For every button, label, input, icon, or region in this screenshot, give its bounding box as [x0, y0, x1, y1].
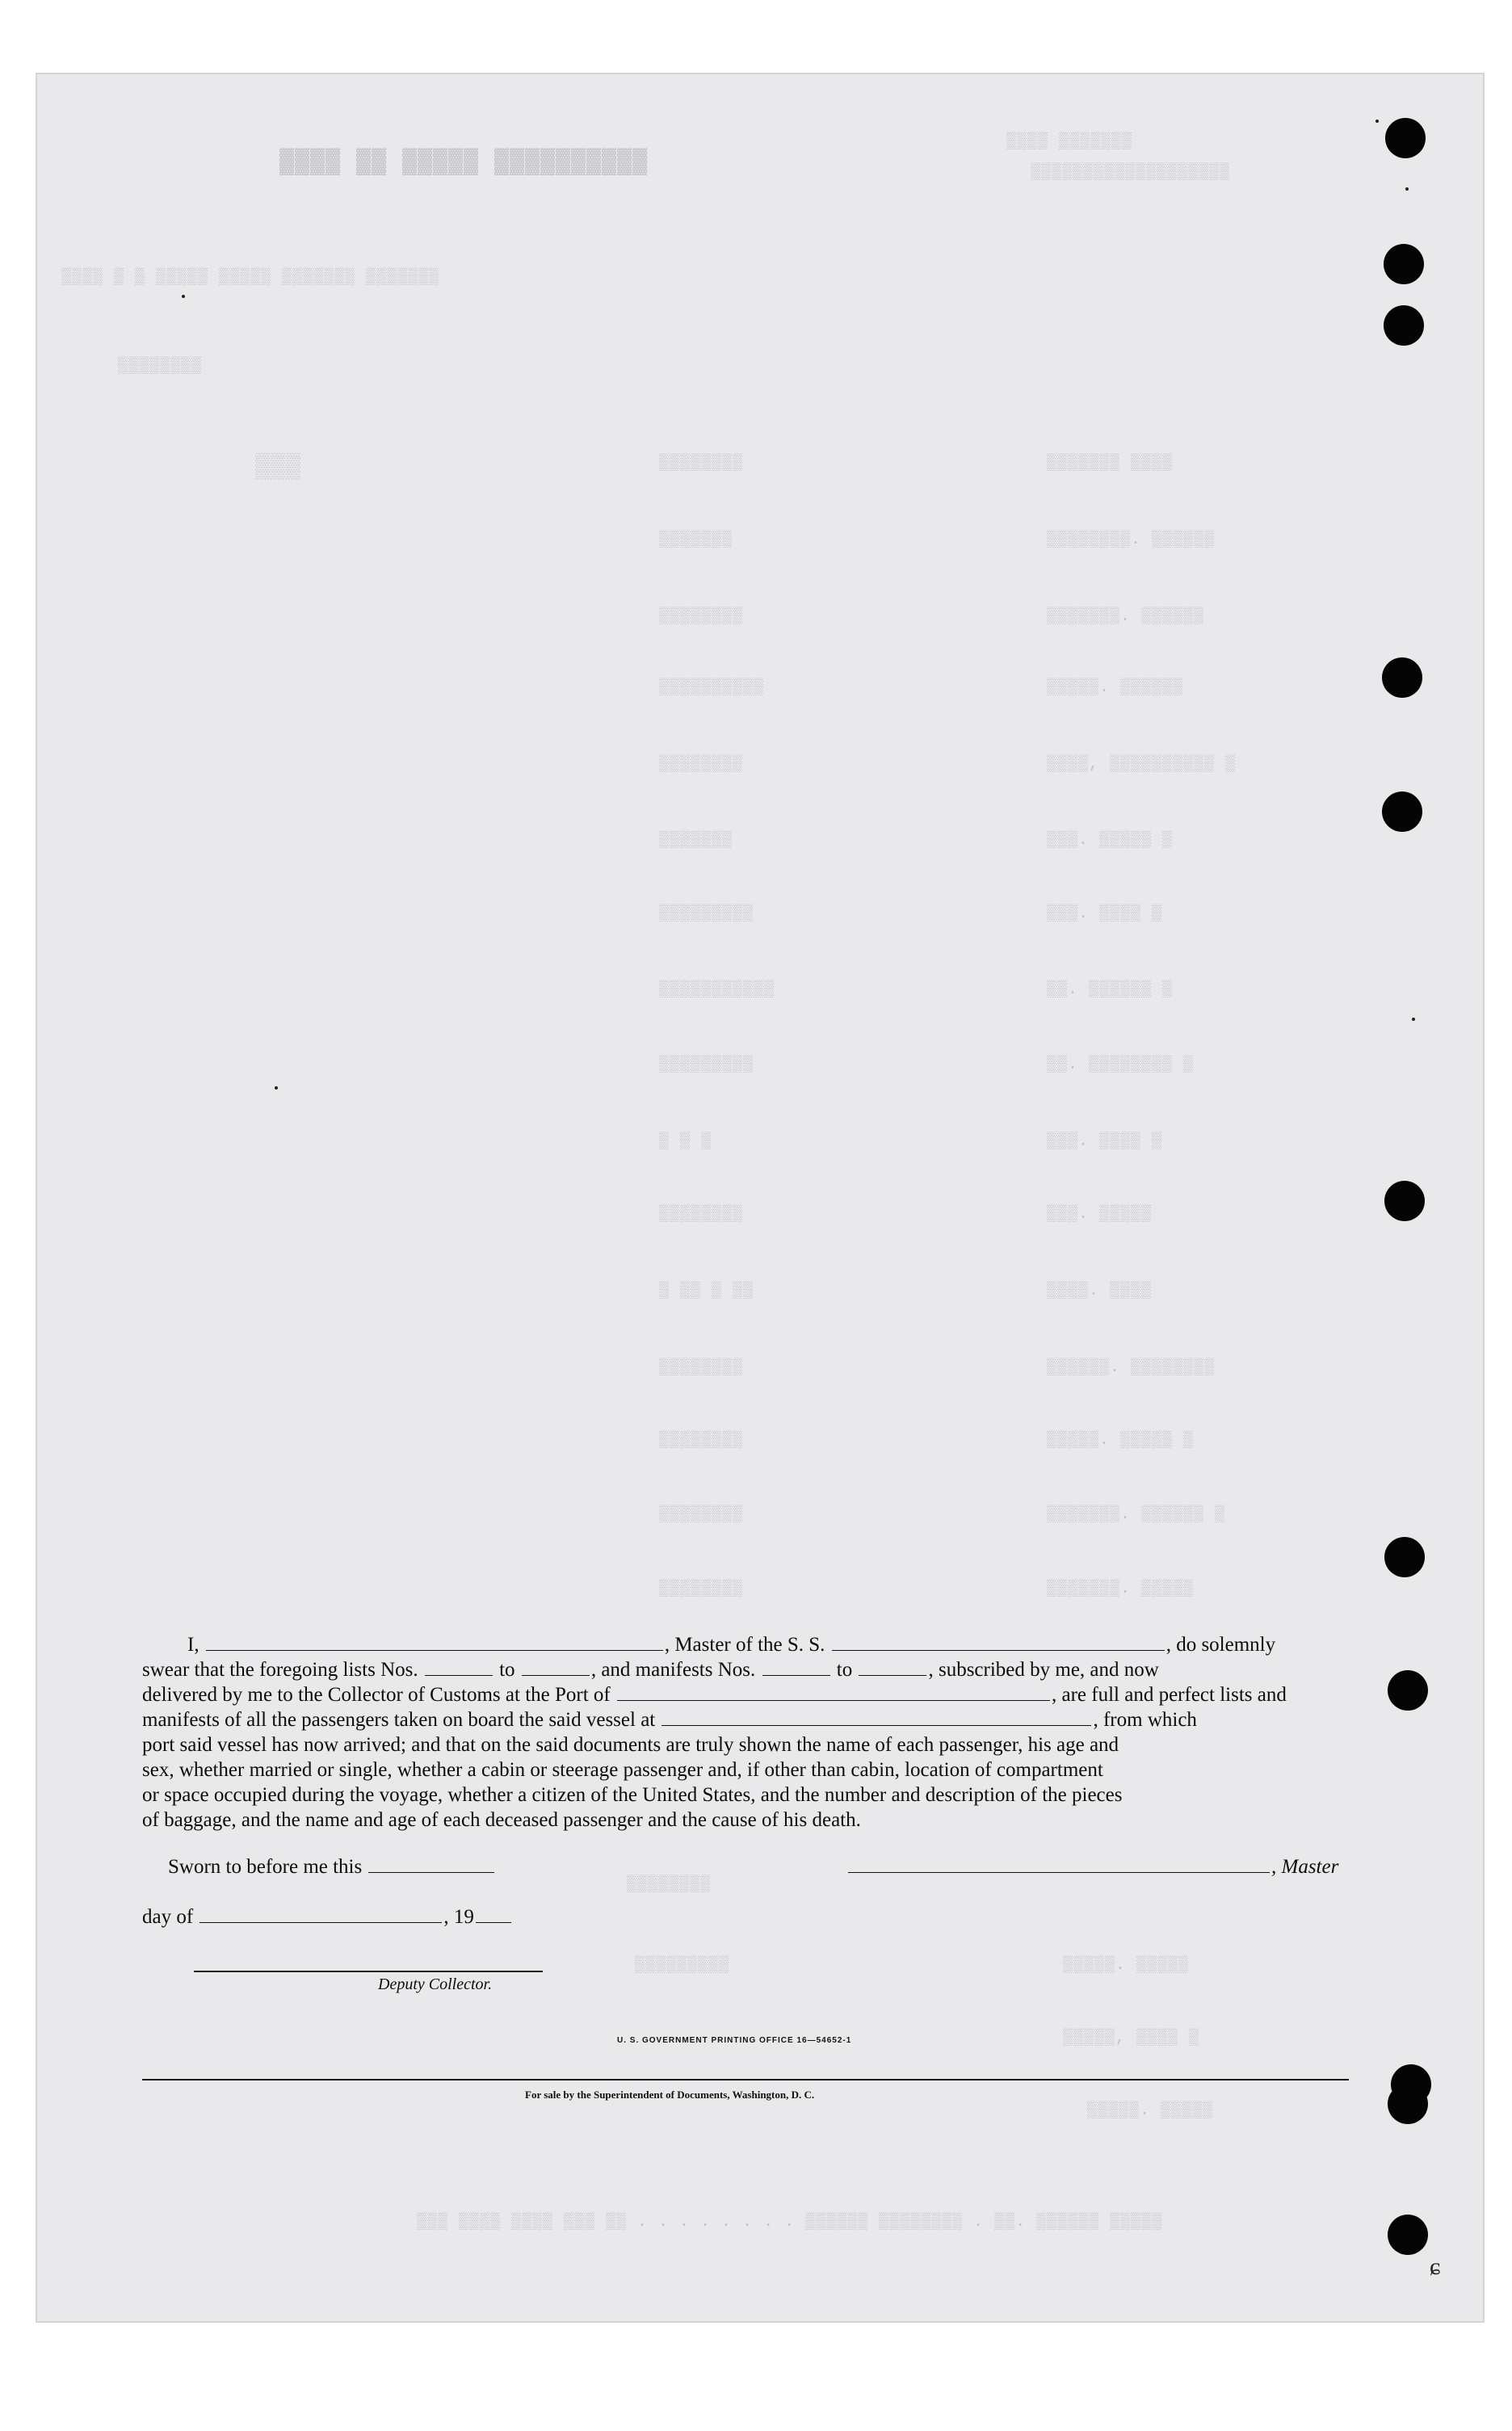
master-signature-row: , Master	[846, 1856, 1338, 1879]
punch-hole	[1384, 1181, 1425, 1221]
footer-rule	[142, 2079, 1349, 2080]
day-of-row: day of , 19	[142, 1906, 513, 1929]
month-blank[interactable]	[200, 1908, 442, 1923]
oath-line-1: I, , Master of the S. S. , do solemnly	[187, 1634, 1276, 1656]
punch-hole	[1384, 244, 1424, 284]
deputy-signature-line[interactable]	[194, 1971, 543, 1972]
punch-hole	[1385, 118, 1426, 158]
punch-hole	[1388, 2084, 1428, 2124]
oath-line-4: manifests of all the passengers taken on board the said vessel at , from which	[142, 1709, 1197, 1731]
punch-hole	[1388, 2215, 1428, 2255]
punch-hole	[1384, 1537, 1425, 1577]
oath-line-2: swear that the foregoing lists Nos. to , and manifests Nos. to , subscribed by me, and now	[142, 1659, 1159, 1681]
punch-hole	[1382, 791, 1422, 832]
master-signature-blank[interactable]	[848, 1858, 1270, 1873]
vessel-name-blank[interactable]	[832, 1635, 1165, 1651]
oath-line-7: or space occupied during the voyage, whether a citizen of the United States, and the number and description of the pieces	[142, 1784, 1123, 1806]
oath-line-8: of baggage, and the name and age of each deceased passenger and the cause of his death.	[142, 1809, 861, 1831]
boarding-port-blank[interactable]	[662, 1711, 1091, 1726]
oath-line-3: delivered by me to the Collector of Customs at the Port of , are full and perfect lists and	[142, 1684, 1287, 1706]
punch-hole	[1388, 1670, 1428, 1711]
lists-to-blank[interactable]	[522, 1661, 590, 1676]
punch-hole	[1382, 657, 1422, 698]
deputy-collector-label: Deputy Collector.	[378, 1975, 493, 1993]
handwritten-corner-mark: ɕ	[1430, 2253, 1441, 2280]
manifests-to-blank[interactable]	[859, 1661, 926, 1676]
lists-from-blank[interactable]	[425, 1661, 493, 1676]
gpo-imprint: U. S. GOVERNMENT PRINTING OFFICE 16—54652-1	[617, 2036, 852, 2045]
oath-line-6: sex, whether married or single, whether a cabin or steerage passenger and, if other than cabin, location of compartment	[142, 1759, 1103, 1781]
manifests-from-blank[interactable]	[762, 1661, 830, 1676]
oath-paragraph	[142, 1632, 1350, 1833]
port-blank[interactable]	[617, 1686, 1050, 1701]
master-name-blank[interactable]	[206, 1635, 663, 1651]
sworn-day-blank[interactable]	[368, 1858, 494, 1873]
punch-hole	[1384, 305, 1424, 346]
sworn-row: Sworn to before me this	[168, 1856, 496, 1879]
sale-notice: For sale by the Superintendent of Documents, Washington, D. C.	[525, 2089, 815, 2101]
year-blank[interactable]	[476, 1908, 511, 1923]
document-sheet: ▓▓▓▓ ▓▓ ▓▓▓▓▓ ▓▓▓▓▓▓▓▓▓▓ ▒▒▒▒ ▒▒▒▒▒▒▒ ▒▒▒▒▒▒▒▒▒▒▒▒▒▒▒▒▒▒▒ ▒▒▒▒ ▒ ▒ ▒▒▒▒▒ ▒▒▒▒▒ ▒▒▒▒▒▒▒ ▒▒▒▒▒▒▒ ▒▒▒▒▒▒▒▒ ▒▒▒ ▒▒▒▒▒▒▒▒ ▒▒▒▒▒▒▒ ▒▒▒▒ ▒▒▒▒▒▒▒ ▒▒▒▒▒▒▒▒. ▒▒▒▒▒▒ ▒▒▒▒▒▒▒▒ ▒▒▒▒▒▒▒. ▒▒▒▒▒▒ ▒▒▒▒▒▒▒▒▒▒ ▒▒▒▒▒. ▒▒▒▒▒▒ ▒▒▒▒▒▒▒▒ ▒▒▒▒, ▒▒▒▒▒▒▒▒▒▒ ▒ ▒▒▒▒▒▒▒ ▒▒▒. ▒▒▒▒▒ ▒ ▒▒▒▒▒▒▒▒▒ ▒▒▒. ▒▒▒▒ ▒ ▒▒▒▒▒▒▒▒▒▒▒ ▒▒. ▒▒▒▒▒▒ ▒ ▒▒▒▒▒▒▒▒▒ ▒▒. ▒▒▒▒▒▒▒▒ ▒ ▒ ▒ ▒ ▒▒▒. ▒▒▒▒ ▒ ▒▒▒▒▒▒▒▒ ▒▒▒. ▒▒▒▒▒ ▒ ▒▒ ▒ ▒▒ ▒▒▒▒. ▒▒▒▒ ▒▒▒▒▒▒▒▒ ▒▒▒▒▒▒. ▒▒▒▒▒▒▒▒ ▒▒▒▒▒▒▒▒ ▒▒▒▒▒. ▒▒▒▒▒ ▒ ▒▒▒▒▒▒▒▒ ▒▒▒▒▒▒▒. ▒▒▒▒▒▒ ▒ ▒▒▒▒▒▒▒▒ ▒▒▒▒▒▒▒. ▒▒▒▒▒ ▒▒▒▒▒▒▒▒ ▒▒▒▒▒. ▒▒▒▒▒ ▒▒▒▒▒▒▒▒▒ ▒▒▒▒▒, ▒▒▒▒ ▒ ▒▒▒▒▒. ▒▒▒▒▒ ▒▒▒ ▒▒▒▒ ▒▒▒▒ ▒▒▒ ▒▒ . . . . . . . . ▒▒▒▒▒▒ ▒▒▒▒▒▒▒▒ . ▒▒. ▒▒▒▒▒▒ ▒▒▒▒▒	[37, 74, 1483, 2321]
oath-line-5: port said vessel has now arrived; and that on the said documents are truly shown the name of each passenger, his age and	[142, 1734, 1119, 1756]
